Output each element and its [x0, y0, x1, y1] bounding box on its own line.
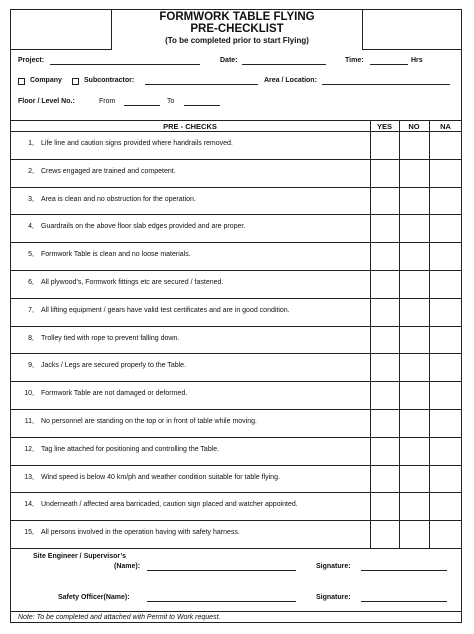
- check-number: 2,: [28, 167, 34, 175]
- answer-cell-na[interactable]: [430, 299, 462, 326]
- check-text: All plywood’s, Formwork fittings etc are secured / fastened.: [41, 278, 224, 286]
- answer-cell-no[interactable]: [400, 299, 429, 326]
- title-line-3: (To be completed prior to start Flying): [165, 36, 309, 45]
- site-engineer-name-label: (Name):: [114, 563, 141, 570]
- answer-cell-na[interactable]: [430, 215, 462, 242]
- answer-cell-na[interactable]: [430, 188, 462, 215]
- check-text: Tag line attached for positioning and controlling the Table.: [41, 445, 220, 453]
- row-divider: [10, 214, 462, 215]
- title-block: [112, 9, 362, 50]
- answer-cell-na[interactable]: [430, 382, 462, 409]
- title-line-1: FORMWORK TABLE FLYING: [159, 11, 315, 23]
- check-text: All persons involved in the operation having with safety harness.: [41, 529, 240, 537]
- answer-cell-na[interactable]: [430, 438, 462, 465]
- table-top-border: [10, 120, 462, 121]
- row-divider: [10, 159, 462, 160]
- area-location-label: Area / Location:: [264, 77, 317, 84]
- from-label: From: [99, 98, 116, 105]
- check-text: Area is clean and no obstruction for the operation.: [41, 195, 196, 203]
- to-field[interactable]: [184, 105, 220, 106]
- answer-cell-yes[interactable]: [371, 271, 399, 298]
- row-divider: [10, 326, 462, 327]
- check-number: 4,: [28, 223, 34, 231]
- site-engineer-label: Site Engineer / Supervisor’s: [33, 553, 126, 560]
- answer-cell-no[interactable]: [400, 132, 429, 159]
- check-text: No personnel are standing on the top or in front of table while moving.: [41, 417, 257, 425]
- answer-cell-yes[interactable]: [371, 382, 399, 409]
- answer-cell-na[interactable]: [430, 327, 462, 354]
- company-checkbox[interactable]: [18, 78, 25, 85]
- row-divider: [10, 353, 462, 354]
- answer-cell-yes[interactable]: [371, 466, 399, 493]
- check-text: Wind speed is below 40 km/ph and weather condition suitable for table flying.: [41, 473, 280, 481]
- company-label: Company: [30, 77, 62, 84]
- row-divider: [10, 492, 462, 493]
- answer-cell-yes[interactable]: [371, 354, 399, 381]
- safety-officer-name-field[interactable]: [147, 601, 296, 602]
- row-divider: [10, 187, 462, 188]
- answer-cell-na[interactable]: [430, 493, 462, 520]
- date-label: Date:: [220, 57, 238, 64]
- subcontractor-label: Subcontractor:: [84, 77, 135, 84]
- check-text: Guardrails on the above floor slab edges provided and are proper.: [41, 223, 246, 231]
- answer-cell-no[interactable]: [400, 327, 429, 354]
- answer-cell-na[interactable]: [430, 132, 462, 159]
- answer-cell-no[interactable]: [400, 188, 429, 215]
- check-number: 10,: [24, 390, 34, 398]
- answer-cell-no[interactable]: [400, 243, 429, 270]
- time-label: Time:: [345, 57, 364, 64]
- table-bottom-border: [10, 548, 462, 549]
- row-divider: [10, 270, 462, 271]
- answer-cell-na[interactable]: [430, 521, 462, 548]
- yes-column-header: YES: [376, 122, 392, 131]
- check-text: Jacks / Legs are secured properly to the Table.: [41, 362, 187, 370]
- signature-field-2[interactable]: [361, 601, 447, 602]
- answer-cell-yes[interactable]: [371, 188, 399, 215]
- answer-cell-no[interactable]: [400, 493, 429, 520]
- project-field[interactable]: [50, 64, 200, 65]
- answer-cell-yes[interactable]: [371, 132, 399, 159]
- to-label: To: [167, 98, 175, 105]
- row-divider: [10, 242, 462, 243]
- logo-box-left: [10, 9, 112, 50]
- answer-cell-yes[interactable]: [371, 327, 399, 354]
- answer-cell-yes[interactable]: [371, 160, 399, 187]
- check-number: 12,: [24, 445, 34, 453]
- check-number: 7,: [28, 306, 34, 314]
- answer-cell-yes[interactable]: [371, 299, 399, 326]
- subcontractor-field[interactable]: [145, 84, 258, 85]
- hrs-label: Hrs: [411, 57, 423, 64]
- answer-cell-yes[interactable]: [371, 410, 399, 437]
- signature-label-1: Signature:: [316, 563, 351, 570]
- floor-level-label: Floor / Level No.:: [18, 98, 75, 105]
- check-text: Crews engaged are trained and competent.: [41, 167, 176, 175]
- subcontractor-checkbox[interactable]: [72, 78, 79, 85]
- check-text: Formwork Table are not damaged or deformed.: [41, 390, 188, 398]
- check-number: 8,: [28, 334, 34, 342]
- answer-cell-no[interactable]: [400, 160, 429, 187]
- check-number: 9,: [28, 362, 34, 370]
- answer-cell-no[interactable]: [400, 466, 429, 493]
- date-field[interactable]: [242, 64, 326, 65]
- answer-cell-na[interactable]: [430, 243, 462, 270]
- check-number: 6,: [28, 278, 34, 286]
- check-number: 5,: [28, 251, 34, 259]
- check-number: 15,: [24, 529, 34, 537]
- note-divider: [10, 611, 462, 612]
- row-divider: [10, 298, 462, 299]
- answer-cell-yes[interactable]: [371, 521, 399, 548]
- answer-cell-na[interactable]: [430, 466, 462, 493]
- signature-field-1[interactable]: [361, 570, 447, 571]
- safety-officer-label: Safety Officer(Name):: [58, 594, 130, 601]
- answer-cell-no[interactable]: [400, 271, 429, 298]
- no-column-header: NO: [408, 122, 420, 131]
- answer-cell-no[interactable]: [400, 521, 429, 548]
- check-text: Formwork Table is clean and no loose materials.: [41, 251, 191, 259]
- answer-cell-yes[interactable]: [371, 215, 399, 242]
- logo-box-right: [362, 9, 462, 50]
- check-text: All lifting equipment / gears have valid test certificates and are in good condition.: [41, 306, 290, 314]
- check-text: Trolley tied with rope to prevent falling down.: [41, 334, 180, 342]
- answer-cell-no[interactable]: [400, 438, 429, 465]
- answer-cell-na[interactable]: [430, 410, 462, 437]
- answer-cell-yes[interactable]: [371, 243, 399, 270]
- answer-cell-na[interactable]: [430, 271, 462, 298]
- check-number: 11,: [24, 417, 34, 425]
- answer-cell-no[interactable]: [400, 215, 429, 242]
- answer-cell-no[interactable]: [400, 410, 429, 437]
- answer-cell-na[interactable]: [430, 160, 462, 187]
- answer-cell-na[interactable]: [430, 354, 462, 381]
- answer-cell-no[interactable]: [400, 382, 429, 409]
- answer-cell-yes[interactable]: [371, 438, 399, 465]
- from-field[interactable]: [124, 105, 160, 106]
- site-engineer-name-field[interactable]: [147, 570, 296, 571]
- check-number: 14,: [24, 501, 34, 509]
- na-column-header: NA: [440, 122, 451, 131]
- check-number: 3,: [28, 195, 34, 203]
- row-divider: [10, 465, 462, 466]
- row-divider: [10, 437, 462, 438]
- answer-cell-no[interactable]: [400, 354, 429, 381]
- check-text: Underneath / affected area barricaded, caution sign placed and watcher appointed.: [41, 501, 298, 509]
- check-number: 1,: [28, 139, 34, 147]
- check-text: Life line and caution signs provided where handrails removed.: [41, 139, 233, 147]
- footer-note: Note: To be completed and attached with Permit to Work request.: [18, 614, 221, 621]
- row-divider: [10, 520, 462, 521]
- row-divider: [10, 381, 462, 382]
- signature-label-2: Signature:: [316, 594, 351, 601]
- checks-column-header: PRE - CHECKS: [163, 122, 217, 131]
- time-field[interactable]: [370, 64, 408, 65]
- row-divider: [10, 409, 462, 410]
- answer-cell-yes[interactable]: [371, 493, 399, 520]
- project-label: Project:: [18, 57, 45, 64]
- title-line-2: PRE-CHECKLIST: [190, 23, 284, 35]
- check-number: 13,: [24, 473, 34, 481]
- area-location-field[interactable]: [322, 84, 450, 85]
